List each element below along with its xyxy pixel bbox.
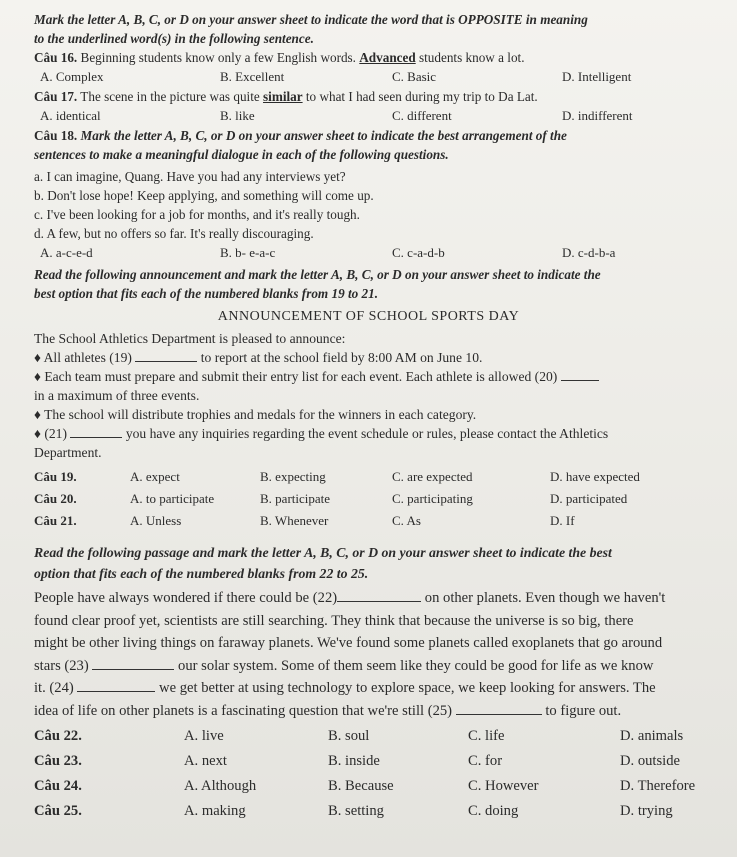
q16-text-post: students know a lot. [415,50,525,65]
q19-option-d[interactable]: D. have expected [550,469,640,484]
q22-option-a[interactable]: A. live [184,728,224,744]
announcement-bullet-1: ♦ All athletes (19) to report at the school field by 8:00 AM on June 10. [34,350,483,365]
announcement-title: ANNOUNCEMENT OF SCHOOL SPORTS DAY [217,309,520,324]
q16-options [34,67,703,87]
question-16 [34,48,703,67]
q25-option-c[interactable]: C. doing [468,803,519,819]
q17-underlined-word: similar [263,89,303,104]
q19-option-b[interactable]: B. expecting [260,469,326,484]
reading-instruction-2b: option that fits each of the numbered blanks from 22 to 25. [34,566,369,581]
q17-text-pre: The scene in the picture was quite [77,89,264,104]
blank-20[interactable] [561,368,599,381]
q18-sentence-d: d. A few, but no offers so far. It's really discouraging. [34,226,314,241]
blank-24[interactable] [77,679,155,692]
reading-instruction-1b: best option that fits each of the numbered blanks from 19 to 21. [34,286,378,301]
announcement-intro: The School Athletics Department is pleased to announce: [34,331,346,346]
passage-line-5: it. (24) we get better at using technology to explore space, we keep looking for answers. The [34,680,656,696]
announcement-bullet-2-cont: in a maximum of three events. [34,388,200,403]
q16-option-b[interactable]: B. Excellent [220,69,285,84]
q20-option-d[interactable]: D. participated [550,491,628,506]
q18-sentence-b: b. Don't lose hope! Keep applying, and something will come up. [34,188,374,203]
q18-option-a[interactable]: A. a-c-e-d [40,245,93,260]
q18-option-c[interactable]: C. c-a-d-b [392,245,445,260]
question-20 [34,488,703,510]
q18-sentence-a: a. I can imagine, Quang. Have you had any interviews yet? [34,169,346,184]
q25-number: Câu 25. [34,803,82,819]
announcement-bullet-4: ♦ (21) you have any inquiries regarding the event schedule or rules, please contact the Athletics [34,426,609,441]
q17-options [34,106,703,126]
question-24 [34,774,703,799]
q24-option-d[interactable]: D. Therefore [620,778,696,794]
q22-number: Câu 22. [34,728,82,744]
q16-text-pre: Beginning students know only a few English words. [77,50,360,65]
q21-option-c[interactable]: C. As [392,513,421,528]
bullet-icon: ♦ [34,407,45,422]
bullet-icon: ♦ [34,369,45,384]
q24-number: Câu 24. [34,778,82,794]
q17-option-c[interactable]: C. different [392,108,452,123]
q23-option-a[interactable]: A. next [184,753,227,769]
question-17 [34,87,703,106]
q25-option-b[interactable]: B. setting [328,803,384,819]
passage-line-2: found clear proof yet, scientists are still searching. They think that because the universe is so big, there [34,612,634,629]
q20-option-b[interactable]: B. participate [260,491,331,506]
q18-options [34,243,703,263]
q25-option-d[interactable]: D. trying [620,803,673,819]
q17-text-post: to what I had seen during my trip to Da Lat. [302,89,538,104]
passage-line-4: stars (23) our solar system. Some of them seem like they could be good for life as we know [34,657,654,674]
q18-instruction-1: Mark the letter A, B, C, or D on your answer sheet to indicate the best arrangement of the [77,128,567,143]
q22-option-b[interactable]: B. soul [328,728,370,744]
q18-number: Câu 18. [34,128,78,143]
q16-option-a[interactable]: A. Complex [40,69,104,84]
q22-option-d[interactable]: D. animals [620,728,684,744]
q17-number: Câu 17. [34,89,78,104]
q22-option-c[interactable]: C. life [468,728,505,744]
q18-sentence-c: c. I've been looking for a job for months, and it's really tough. [34,207,360,222]
passage-line-6: idea of life on other planets is a fascinating question that we're still (25) to figure out. [34,702,622,719]
bullet-icon: ♦ [34,350,44,365]
q23-number: Câu 23. [34,753,82,769]
bullet-icon: ♦ [34,426,45,441]
q24-option-b[interactable]: B. Because [328,778,394,794]
question-25 [34,799,703,824]
blank-22[interactable] [337,589,421,602]
q16-option-c[interactable]: C. Basic [392,69,437,84]
passage-line-3: might be other living things on faraway planets. We've found some planets called exoplanets that go around [34,635,663,651]
q20-number: Câu 20. [34,491,77,506]
q16-number: Câu 16. [34,50,78,65]
q23-option-b[interactable]: B. inside [328,753,380,769]
q17-option-d[interactable]: D. indifferent [562,108,633,123]
blank-25[interactable] [456,702,542,715]
q17-option-a[interactable]: A. identical [40,108,101,123]
q20-option-a[interactable]: A. to participate [130,491,215,506]
question-23 [34,749,703,774]
blank-21[interactable] [70,425,122,438]
q24-option-c[interactable]: C. However [468,778,539,794]
q21-number: Câu 21. [34,513,77,528]
announcement-bullet-2: ♦ Each team must prepare and submit their entry list for each event. Each athlete is allowed (20) [34,367,703,386]
q21-option-b[interactable]: B. Whenever [260,513,329,528]
q18-instruction-2: sentences to make a meaningful dialogue in each of the following questions. [34,147,449,162]
reading-instruction-2a: Read the following passage and mark the letter A, B, C, or D on your answer sheet to indicate the best [34,545,612,560]
announcement-bullet-3: ♦ The school will distribute trophies and medals for the winners in each category. [34,407,477,422]
q23-option-d[interactable]: D. outside [620,753,680,769]
q23-option-c[interactable]: C. for [468,753,503,769]
announcement-bullet-4-cont: Department. [34,445,102,460]
question-18 [34,126,703,145]
q21-option-d[interactable]: D. If [550,513,575,528]
question-22 [34,724,703,749]
reading-instruction-1a: Read the following announcement and mark the letter A, B, C, or D on your answer sheet to indicate the [34,267,601,282]
question-21 [34,510,703,532]
q18-option-d[interactable]: D. c-d-b-a [562,245,616,260]
q21-option-a[interactable]: A. Unless [130,513,182,528]
passage-line-1: People have always wondered if there could be (22) on other planets. Even though we haven't [34,590,666,606]
q19-number: Câu 19. [34,469,77,484]
question-19 [34,466,703,488]
q24-option-a[interactable]: A. Although [184,778,257,794]
q16-underlined-word: Advanced [359,50,416,65]
blank-23[interactable] [92,657,174,670]
q17-option-b[interactable]: B. like [220,108,255,123]
instruction-line-1: Mark the letter A, B, C, or D on your answer sheet to indicate the word that is OPPOSITE in meaning [34,12,588,27]
blank-19[interactable] [135,349,197,362]
instruction-line-2: to the underlined word(s) in the following sentence. [34,31,314,46]
q19-option-a[interactable]: A. expect [130,469,180,484]
q19-option-c[interactable]: C. are expected [392,469,473,484]
q20-option-c[interactable]: C. participating [392,491,473,506]
q16-option-d[interactable]: D. Intelligent [562,69,632,84]
q25-option-a[interactable]: A. making [184,803,246,819]
q18-option-b[interactable]: B. b- e-a-c [220,245,276,260]
